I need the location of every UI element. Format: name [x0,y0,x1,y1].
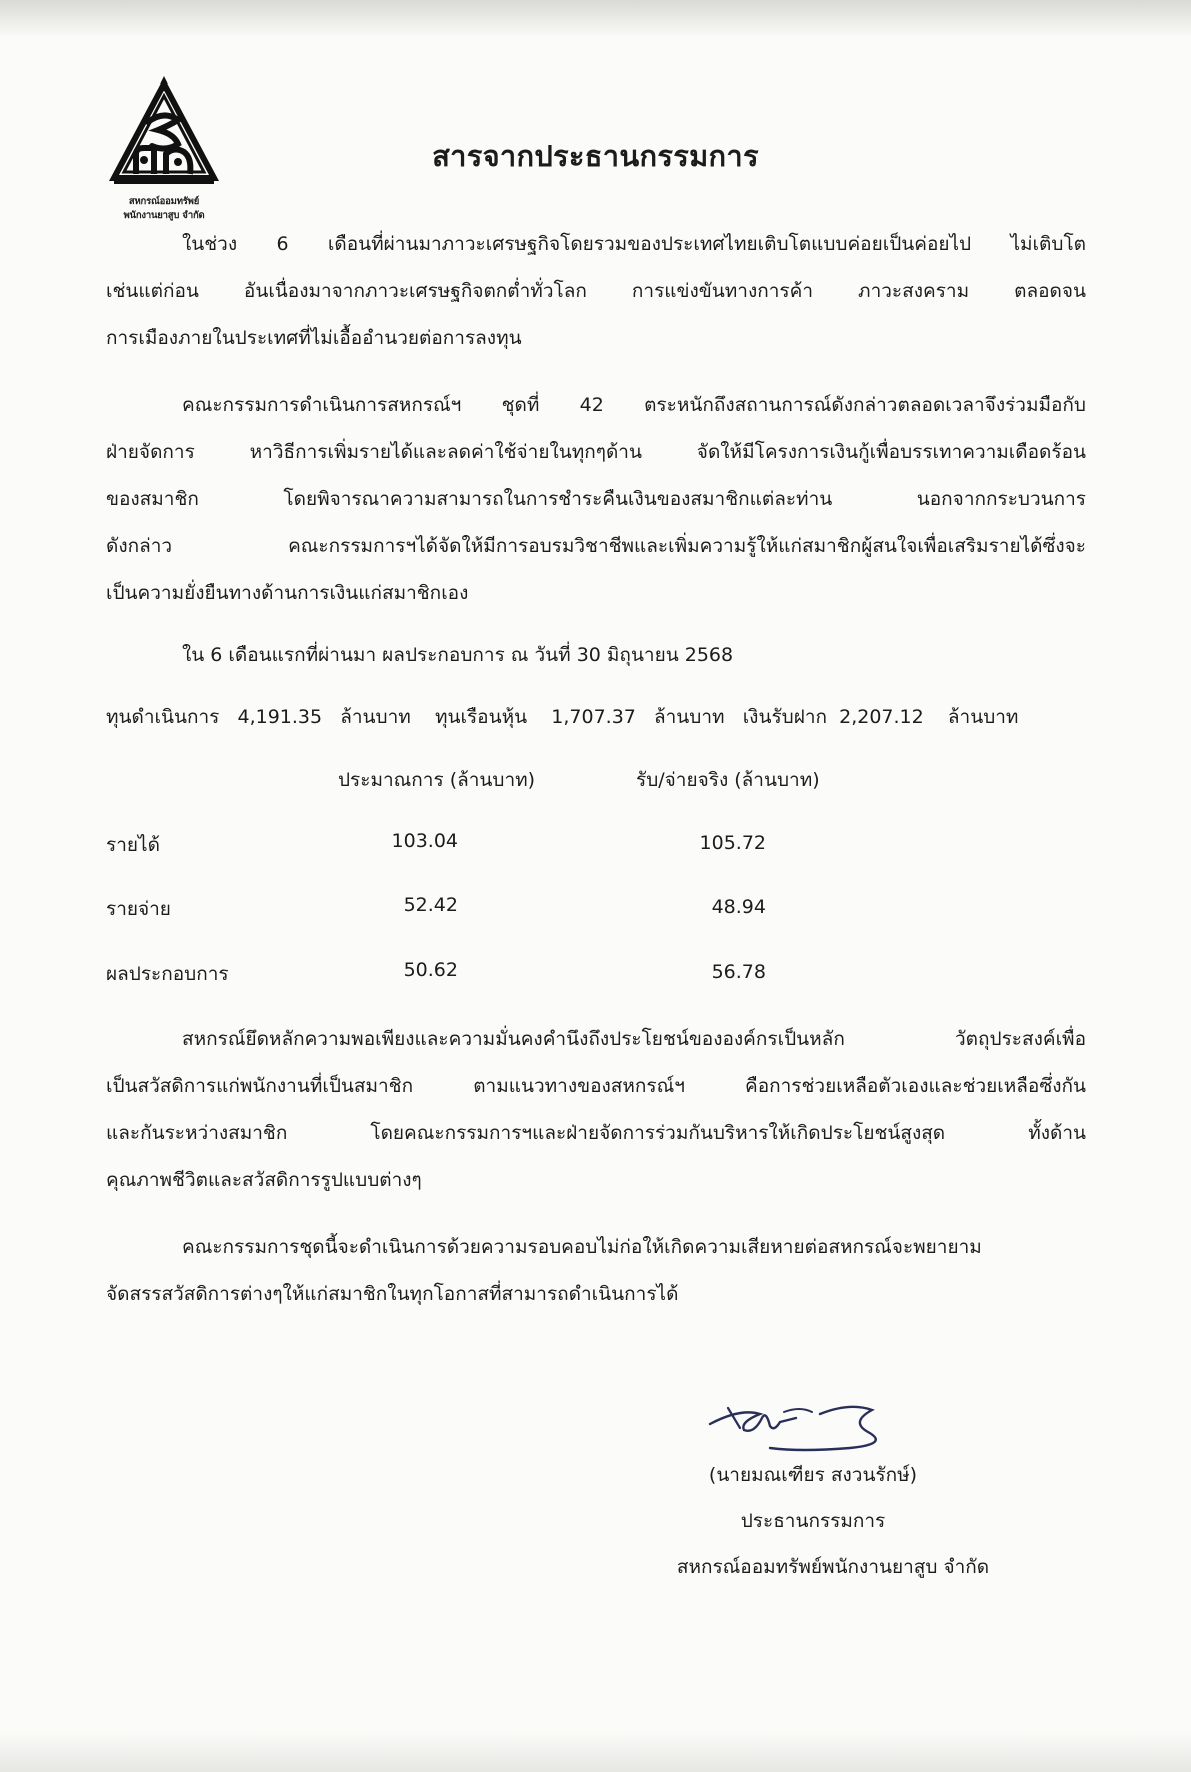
logo-caption-line2: พนักงานยาสูบ จำกัด [123,210,205,221]
row-label-expense: รายจ่าย [106,898,171,920]
cell-income-actual: 105.72 [699,832,766,854]
logo-caption-line1: สหกรณ์ออมทรัพย์ [128,196,200,207]
deposit-value: 2,207.12 [839,706,924,728]
capital-line [106,702,1018,732]
signatory-name: (นายมณเฑียร สงวนรักษ์) [708,1464,918,1486]
cell-result-budget: 50.62 [403,959,458,981]
share-capital-label: ทุนเรือนหุ้น [434,706,528,728]
cell-result-actual: 56.78 [711,961,766,983]
cell-expense-budget: 52.42 [403,894,458,916]
signatory-organization: สหกรณ์ออมทรัพย์พนักงานยาสูบ จำกัด [676,1556,990,1578]
page-title: สารจากประธานกรรมการ [432,139,759,173]
paragraph-line: ในช่วง 6 เดือนที่ผ่านมาภาวะเศรษฐกิจโดยรวมของประเทศไทยเติบโตแบบค่อยเป็นค่อยไป ไม่เติบโต [182,233,1086,255]
paragraph-line: จัดสรรสวัสดิการต่างๆให้แก่สมาชิกในทุกโอกาสที่สามารถดำเนินการได้ [106,1283,679,1305]
paragraph-line: เช่นแต่ก่อน อันเนื่องมาจากภาวะเศรษฐกิจตกต่ำทั่วโลก การแข่งขันทางการค้า ภาวะสงคราม ตลอดจน [106,280,1086,302]
share-capital-unit: ล้านบาท [654,706,725,728]
cell-income-budget: 103.04 [391,830,458,852]
row-label-income: รายได้ [106,834,160,856]
paragraph-line: เป็นความยั่งยืนทางด้านการเงินแก่สมาชิกเอง [106,582,469,604]
paragraph-committee [106,382,1086,617]
scan-bottom-shadow [0,1732,1191,1772]
paragraph-line: การเมืองภายในประเทศที่ไม่เอื้ออำนวยต่อการลงทุน [106,327,522,349]
paragraph-line: และกันระหว่างสมาชิก โดยคณะกรรมการฯและฝ่ายจัดการร่วมกันบริหารให้เกิดประโยชน์สูงสุด ทั้งด้าน [106,1122,1086,1144]
operating-capital-unit: ล้านบาท [340,706,411,728]
paragraph-line: ดังกล่าว คณะกรรมการฯได้จัดให้มีการอบรมวิชาชีพและเพิ่มความรู้ให้แก่สมาชิกผู้สนใจเพื่อเสริมรายได้ซึ่งจะ [106,535,1086,557]
paragraph-line: เป็นสวัสดิการแก่พนักงานที่เป็นสมาชิก ตามแนวทางของสหกรณ์ฯ คือการช่วยเหลือตัวเองและช่วยเหลือซึ่งกัน [106,1075,1086,1097]
paragraph-line: คณะกรรมการดำเนินการสหกรณ์ฯ ชุดที่ 42 ตระหนักถึงสถานการณ์ดังกล่าวตลอดเวลาจึงร่วมมือกับ [182,394,1086,416]
deposit-unit: ล้านบาท [947,706,1019,728]
signatory-position: ประธานกรรมการ [740,1510,886,1532]
operating-capital-value: 4,191.35 [237,706,323,728]
results-intro: ใน 6 เดือนแรกที่ผ่านมา ผลประกอบการ ณ วันที่ 30 มิถุนายน 2568 [182,644,734,666]
paragraph-commitment [106,1224,1086,1318]
paragraph-line: ของสมาชิก โดยพิจารณาความสามารถในการชำระคืนเงินของสมาชิกแต่ละท่าน นอกจากกระบวนการ [106,488,1086,510]
column-header-budget: ประมาณการ (ล้านบาท) [338,769,536,791]
paragraph-line: คุณภาพชีวิตและสวัสดิการรูปแบบต่างๆ [106,1169,422,1191]
share-capital-value: 1,707.37 [551,706,636,728]
row-label-result: ผลประกอบการ [106,963,229,985]
paragraph-line: คณะกรรมการชุดนี้จะดำเนินการด้วยความรอบคอบไม่ก่อให้เกิดความเสียหายต่อสหกรณ์จะพยายาม [182,1236,982,1258]
scan-top-shadow [0,0,1191,38]
cell-expense-actual: 48.94 [711,896,766,918]
handwritten-signature-icon [700,1388,920,1458]
paragraph-economy [106,221,1086,362]
column-header-actual: รับ/จ่ายจริง (ล้านบาท) [636,769,820,791]
paragraph-line: สหกรณ์ยึดหลักความพอเพียงและความมั่นคงคำนึงถึงประโยชน์ขององค์กรเป็นหลัก วัตถุประสงค์เพื่อ [182,1028,1086,1050]
deposit-label: เงินรับฝาก [742,706,828,728]
paragraph-principles [106,1016,1086,1204]
paragraph-line: ฝ่ายจัดการ หาวิธีการเพิ่มรายได้และลดค่าใช้จ่ายในทุกๆด้าน จัดให้มีโครงการเงินกู้เพื่อบรรเทาความเดือดร้อน [106,441,1086,463]
operating-capital-label: ทุนดำเนินการ [106,706,220,728]
